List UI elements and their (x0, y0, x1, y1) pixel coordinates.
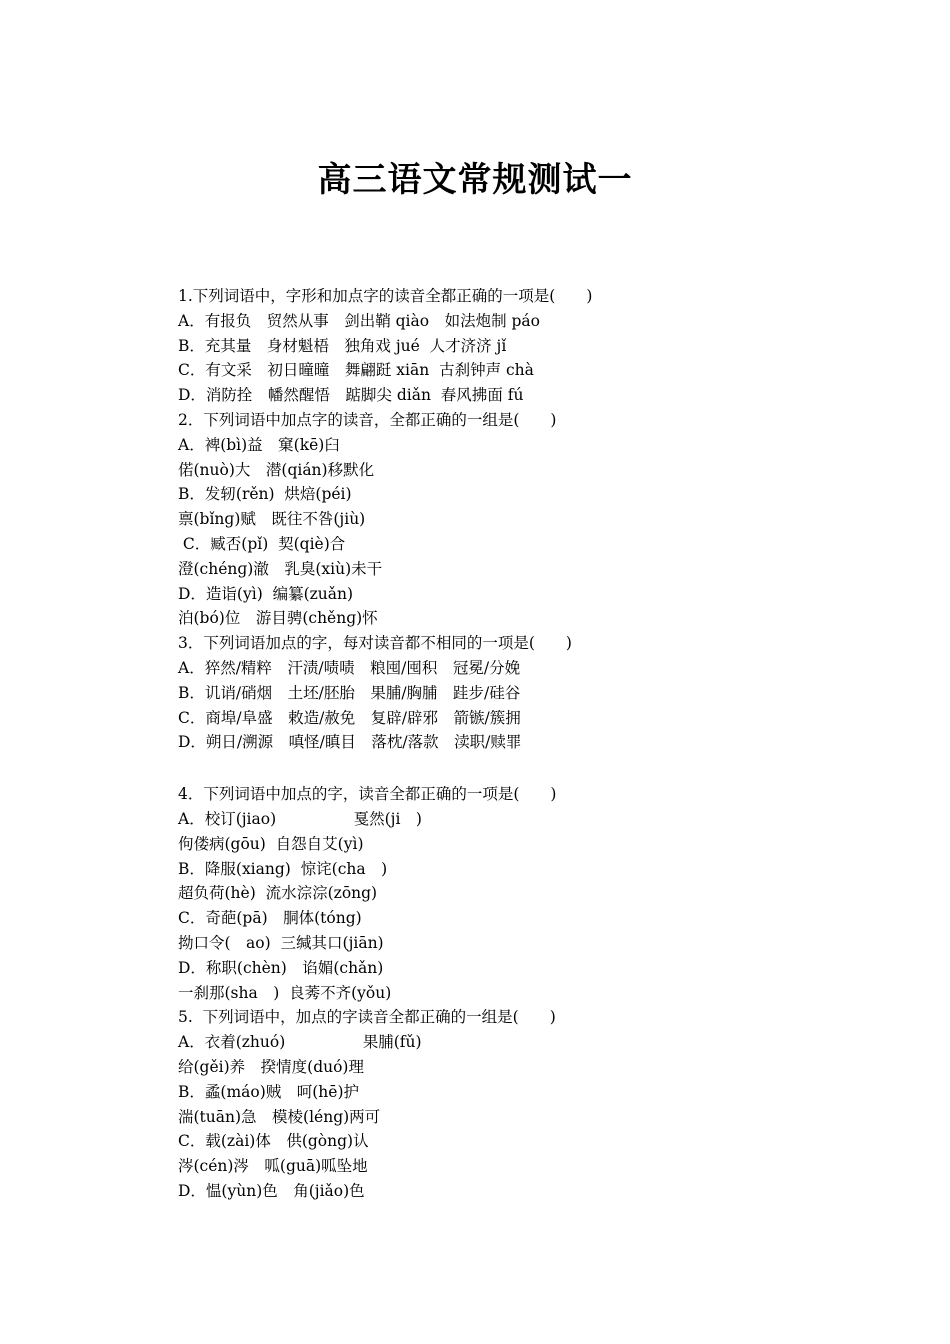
question-1-option-a: A．有报负 贸然从事 剑出鞘 qiào 如法炮制 páo (178, 311, 540, 330)
question-3-option-b: B．讥诮/硝烟 土坯/胚胎 果脯/胸脯 跬步/硅谷 (178, 683, 521, 702)
question-4-option-b: B．降服(xiang) 惊诧(cha ) (178, 859, 388, 878)
question-3-option-a: A．猝然/精粹 汗渍/啧啧 粮囤/囤积 冠冕/分娩 (178, 658, 521, 677)
question-4-stem: 4．下列词语中加点的字，读音全都正确的一项是( ) (178, 785, 557, 804)
question-5-option-a-cont: 给(gěi)养 揆情度(duó)理 (178, 1057, 364, 1076)
question-5-option-c: C．载(zài)体 供(gòng)认 (178, 1132, 369, 1151)
question-2-option-d-cont: 泊(bó)位 游目骋(chěnɡ)怀 (178, 609, 378, 628)
question-1-option-c: C．有文采 初日曈曈 舞翩跹 xiān 古刹钟声 chà (178, 361, 534, 380)
question-4-option-a: A．校订(jiao) 戛然(ji ) (178, 809, 422, 828)
question-list (178, 284, 878, 1204)
question-5-option-b-cont: 湍(tuān)急 模棱(léng)两可 (178, 1107, 381, 1126)
question-2-option-d: D．造诣(yì) 编纂(zuǎn) (178, 584, 354, 603)
question-2-option-a: A．裨(bì)益 窠(kē)臼 (178, 435, 340, 454)
question-5-stem: 5. 下列词语中，加点的字读音全都正确的一组是( ) (178, 1008, 556, 1027)
question-5-option-c-cont: 涔(cén)涔 呱(guā)呱坠地 (178, 1157, 368, 1176)
question-3-stem: 3．下列词语加点的字，每对读音都不相同的一项是( ) (178, 634, 572, 653)
section-gap (178, 755, 878, 782)
question-3-option-c: C．商埠/阜盛 敕造/赦免 复辟/辟邪 箭镞/簇拥 (178, 708, 521, 727)
question-3-option-d: D．朔日/溯源 嗔怪/瞋目 落枕/落款 渎职/赎罪 (178, 733, 522, 752)
question-2-option-c-cont: 澄(chénɡ)澈 乳臭(xiù)未干 (178, 559, 383, 578)
question-5-option-a: A．衣着(zhuó) 果脯(fǔ) (178, 1033, 422, 1052)
question-4-option-d-cont: 一刹那(sha ) 良莠不齐(yǒu) (178, 983, 392, 1002)
question-5-option-d: D．愠(yùn)色 角(jiǎo)色 (178, 1181, 365, 1200)
question-2-stem: 2．下列词语中加点字的读音，全都正确的一组是( ) (178, 410, 557, 429)
question-4-option-d: D．称职(chèn) 谄媚(chǎn) (178, 958, 384, 977)
question-5-option-b: B．蟊(máo)贼 呵(hē)护 (178, 1082, 360, 1101)
question-2-option-c: C．臧否(pǐ) 契(qiè)合 (178, 534, 346, 553)
question-2-option-b: B．发轫(rěn) 烘焙(péi) (178, 485, 352, 504)
question-2-option-b-cont: 禀(bǐnɡ)赋 既往不咎(jiù) (178, 510, 366, 529)
question-1-option-d: D．消防拴 幡然醒悟 踮脚尖 diǎn 春风拂面 fú (178, 386, 524, 405)
question-1-stem: 1.下列词语中，字形和加点字的读音全都正确的一项是( ) (178, 287, 593, 305)
question-4-option-c-cont: 拗口令( ao) 三缄其口(jiān) (178, 933, 384, 952)
question-4-option-a-cont: 佝偻病(gōu) 自怨自艾(yì) (178, 834, 364, 853)
question-2-option-a-cont: 偌(nuò)大 潜(qián)移默化 (178, 460, 375, 479)
question-4-option-b-cont: 超负荷(hè) 流水淙淙(zōng) (178, 884, 378, 903)
question-1-option-b: B．充其量 身材魁梧 独角戏 jué 人才济济 jǐ (178, 336, 507, 355)
page-title: 高三语文常规测试一 (317, 160, 633, 200)
question-4-option-c: C．奇葩(pā) 胴体(tóng) (178, 909, 362, 928)
